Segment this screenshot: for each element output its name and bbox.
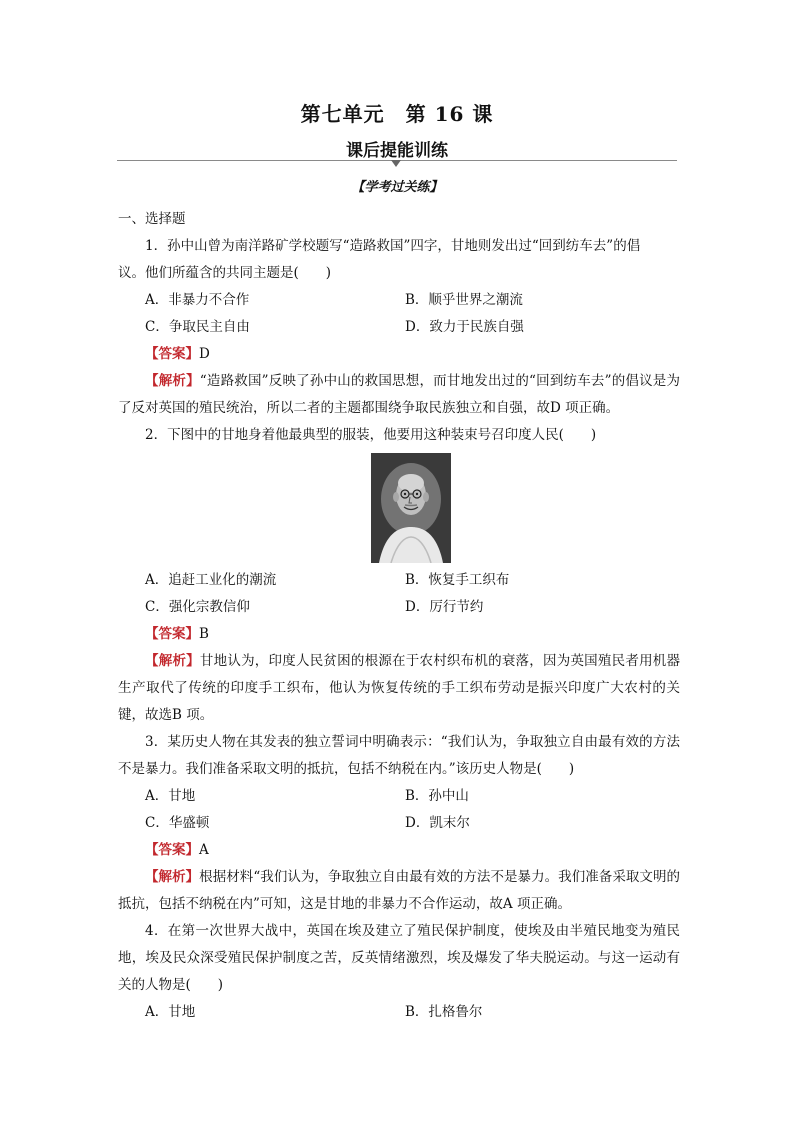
divider-triangle-icon bbox=[391, 160, 401, 167]
q2-option-c: C．强化宗教信仰 bbox=[145, 599, 250, 615]
q2-options-row1 bbox=[118, 567, 680, 594]
q3-option-a: A．甘地 bbox=[145, 788, 196, 804]
page-subtitle: 课后提能训练 bbox=[346, 141, 448, 161]
q3-option-b: B．孙中山 bbox=[405, 788, 469, 804]
q3-options-row2 bbox=[118, 810, 680, 837]
q3-stem: 3．某历史人物在其发表的独立誓词中明确表示：“我们认为，争取独立自由最有效的方法不是暴力。我们准备采取文明的抵抗，包括不纳税在内。”该历史人物是( ) bbox=[118, 734, 680, 777]
answer-value: A bbox=[199, 842, 209, 858]
analysis-tag: 【解析】 bbox=[145, 653, 200, 669]
q3-option-d: D．凯末尔 bbox=[405, 815, 470, 831]
q3-analysis bbox=[118, 864, 680, 918]
q1-option-c: C．争取民主自由 bbox=[145, 319, 250, 335]
analysis-text: “造路救国”反映了孙中山的救国思想，而甘地发出过的“回到纺车去”的倡议是为了反对英国的殖民统治，所以二者的主题都围绕争取民族独立和自强，故D 项正确。 bbox=[118, 373, 681, 416]
section-tag: 【学考过关练】 bbox=[351, 180, 443, 195]
q2-stem: 2．下图中的甘地身着他最典型的服装，他要用这种装束号召印度人民( ) bbox=[145, 427, 597, 443]
analysis-text: 根据材料“我们认为，争取独立自由最有效的方法不是暴力。我们准备采取文明的抵抗，包括不纳税在内”可知，这是甘地的非暴力不合作运动，故A 项正确。 bbox=[118, 869, 681, 912]
q4-option-a: A．甘地 bbox=[145, 1004, 196, 1020]
q1-stem-line2: 议。他们所蕴含的共同主题是( ) bbox=[118, 265, 332, 281]
answer-value: B bbox=[199, 626, 209, 642]
q1-options-row2 bbox=[118, 314, 680, 341]
page-title: 第七单元 第 16 课 bbox=[300, 102, 494, 126]
section-heading: 一、选择题 bbox=[118, 211, 186, 227]
q2-answer bbox=[118, 621, 680, 648]
q1-option-d: D．致力于民族自强 bbox=[405, 319, 524, 335]
gandhi-portrait-image bbox=[371, 453, 451, 563]
q1-stem-line1: 1．孙中山曾为南洋路矿学校题写“造路救国”四字，甘地则发出过“回到纺车去”的倡 bbox=[145, 238, 641, 254]
q2-option-b: B．恢复手工织布 bbox=[405, 572, 510, 588]
q2-image-row bbox=[118, 449, 680, 567]
q4-options-row1 bbox=[118, 999, 680, 1026]
q4-stem: 4．在第一次世界大战中，英国在埃及建立了殖民保护制度，使埃及由半殖民地变为殖民地，埃及民众深受殖民保护制度之苦，反英情绪激烈，埃及爆发了华夫脱运动。与这一运动有关的人物是( ) bbox=[118, 923, 680, 993]
q2-option-d: D．厉行节约 bbox=[405, 599, 484, 615]
q1-answer bbox=[118, 341, 680, 368]
q4-option-b: B．扎格鲁尔 bbox=[405, 1004, 483, 1020]
q3-answer bbox=[118, 837, 680, 864]
q1-option-a: A．非暴力不合作 bbox=[145, 292, 250, 308]
q3-options-row1 bbox=[118, 783, 680, 810]
answer-tag: 【答案】 bbox=[145, 626, 199, 642]
q1-analysis bbox=[118, 368, 680, 422]
answer-tag: 【答案】 bbox=[145, 842, 199, 858]
analysis-text: 甘地认为，印度人民贫困的根源在于农村织布机的衰落，因为英国殖民者用机器生产取代了传统的印度手工织布，他认为恢复传统的手工织布劳动是振兴印度广大农村的关键，故选B 项。 bbox=[118, 653, 681, 723]
analysis-tag: 【解析】 bbox=[145, 373, 200, 389]
q1-option-b: B．顺乎世界之潮流 bbox=[405, 292, 523, 308]
q3-option-c: C．华盛顿 bbox=[145, 815, 210, 831]
q2-option-a: A．追赶工业化的潮流 bbox=[145, 572, 277, 588]
q2-options-row2 bbox=[118, 594, 680, 621]
answer-tag: 【答案】 bbox=[145, 346, 199, 362]
answer-value: D bbox=[199, 346, 210, 362]
analysis-tag: 【解析】 bbox=[145, 869, 200, 885]
q2-analysis bbox=[118, 648, 680, 729]
q1-options-row1 bbox=[118, 287, 680, 314]
question-content bbox=[118, 206, 680, 1026]
